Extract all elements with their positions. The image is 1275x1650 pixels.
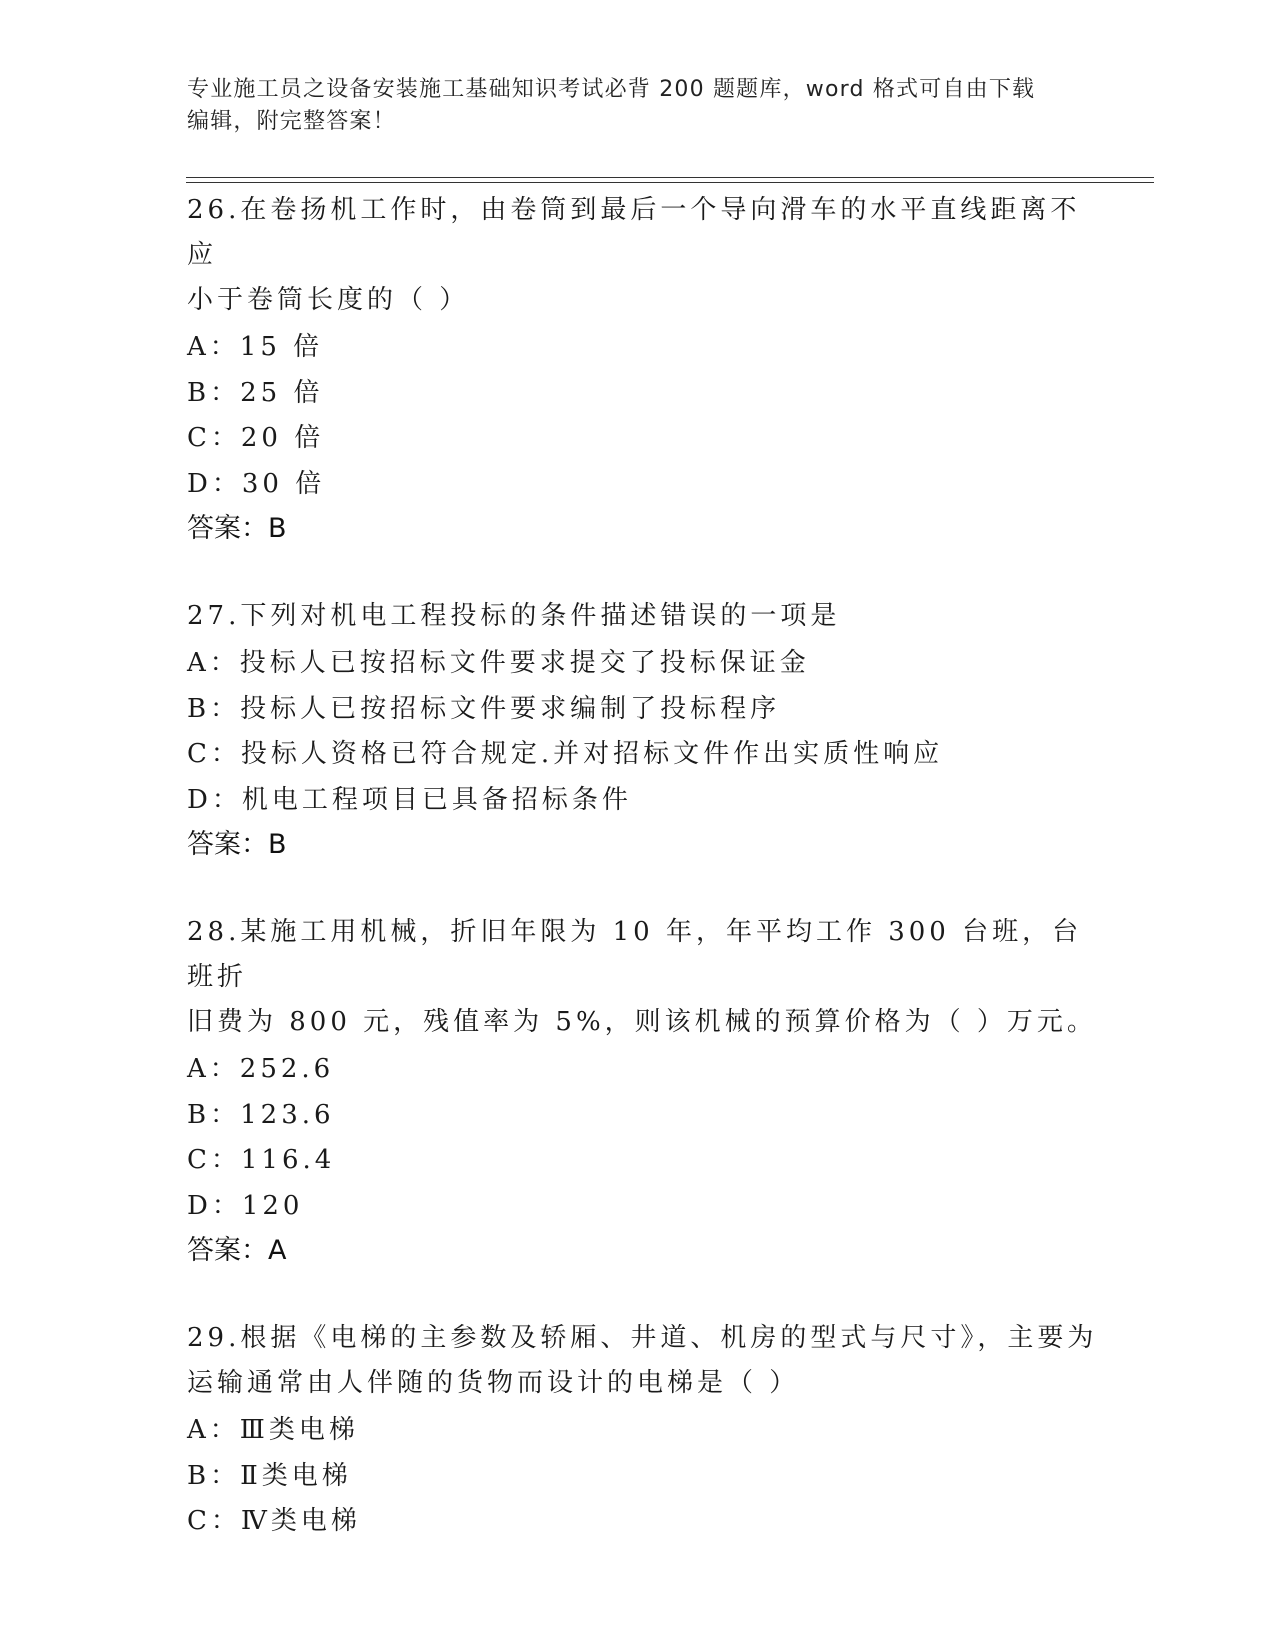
option-b: B：123.6	[187, 1099, 335, 1130]
header-line-1: 专业施工员之设备安装施工基础知识考试必背 200 题题库，word 格式可自由下载	[187, 77, 1036, 102]
header-divider-bottom	[186, 182, 1154, 183]
question-list	[187, 188, 1107, 1588]
header-line-2: 编辑，附完整答案！	[187, 109, 396, 134]
question-stem-line: 29.根据《电梯的主参数及轿厢、井道、机房的型式与尺寸》，主要为	[187, 1323, 1098, 1353]
question-28	[187, 910, 1107, 1273]
option-a: A：投标人已按招标文件要求提交了投标保证金	[187, 648, 810, 678]
question-stem-line: 27.下列对机电工程投标的条件描述错误的一项是	[187, 601, 841, 631]
question-27	[187, 594, 1107, 867]
option-a: A：15 倍	[187, 332, 324, 362]
option-d: D：120	[187, 1190, 304, 1221]
question-stem-line: 旧费为 800 元，残值率为 5%，则该机械的预算价格为（ ）万元。	[187, 1007, 1097, 1037]
question-stem	[187, 1316, 1107, 1406]
document-header	[187, 74, 1087, 138]
header-divider-top	[186, 177, 1154, 178]
option-b: B：25 倍	[187, 377, 324, 408]
option-d: D：机电工程项目已具备招标条件	[187, 784, 632, 815]
option-c: C：Ⅳ类电梯	[187, 1506, 361, 1536]
option-b: B：Ⅱ类电梯	[187, 1460, 352, 1491]
option-c: C：20 倍	[187, 423, 325, 453]
option-c: C：投标人资格已符合规定.并对招标文件作出实质性响应	[187, 739, 944, 769]
question-29	[187, 1316, 1107, 1545]
answer-line: 答案：A	[187, 1235, 287, 1266]
question-26	[187, 188, 1107, 551]
question-stem-line: 运输通常由人伴随的货物而设计的电梯是（ ）	[187, 1368, 800, 1398]
question-stem-line: 28.某施工用机械，折旧年限为 10 年，年平均工作 300 台班，台班折	[187, 917, 1083, 992]
question-stem-line: 26.在卷扬机工作时，由卷筒到最后一个导向滑车的水平直线距离不应	[187, 195, 1081, 270]
answer-line: 答案：B	[187, 513, 287, 544]
option-a: A：252.6	[187, 1054, 335, 1084]
option-b: B：投标人已按招标文件要求编制了投标程序	[187, 693, 781, 724]
answer-line: 答案：B	[187, 829, 287, 860]
option-d: D：30 倍	[187, 468, 326, 499]
question-stem	[187, 188, 1107, 323]
question-stem-line: 小于卷筒长度的（ ）	[187, 285, 470, 315]
question-stem	[187, 910, 1107, 1045]
option-c: C：116.4	[187, 1145, 336, 1175]
question-stem	[187, 594, 1107, 639]
option-a: A：Ⅲ类电梯	[187, 1415, 359, 1445]
